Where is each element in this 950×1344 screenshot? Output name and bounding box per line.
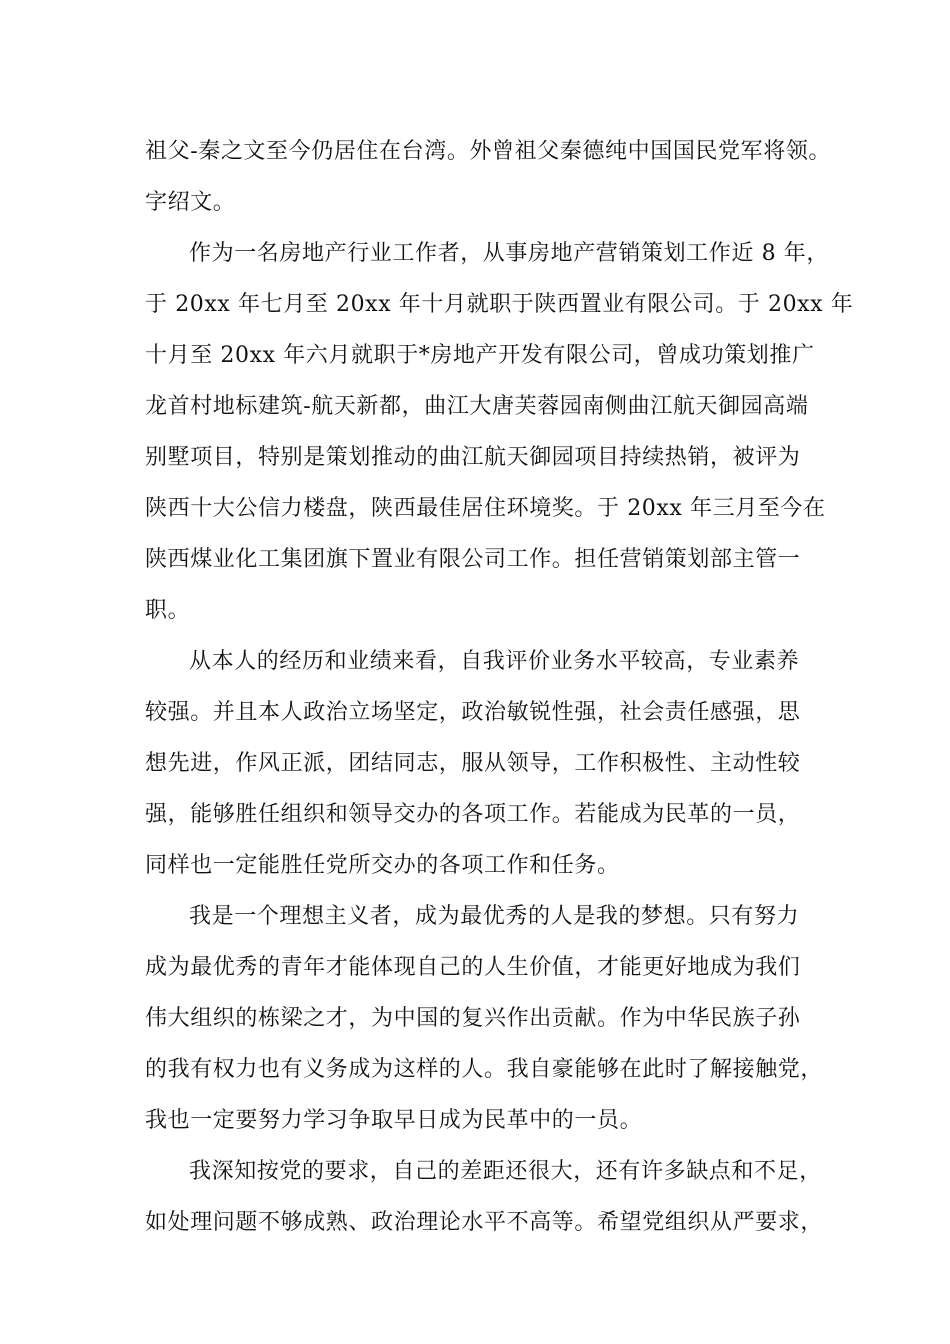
text-line: 作为一名房地产行业工作者，从事房地产营销策划工作近 8 年， — [189, 241, 829, 266]
text-line: 十月至 20xx 年六月就职于*房地产开发有限公司，曾成功策划推广 — [145, 343, 815, 368]
text-line: 强，能够胜任组织和领导交办的各项工作。若能成为民革的一员， — [145, 802, 801, 827]
text-line: 于 20xx 年七月至 20xx 年十月就职于陕西置业有限公司。于 20xx 年 — [145, 292, 854, 317]
text-line: 我是一个理想主义者，成为最优秀的人是我的梦想。只有努力 — [189, 904, 800, 929]
text-line: 同样也一定能胜任党所交办的各项工作和任务。 — [145, 853, 620, 878]
text-line: 陕西十大公信力楼盘，陕西最佳居住环境奖。于 20xx 年三月至今在 — [145, 496, 826, 521]
text-line: 我也一定要努力学习争取早日成为民革中的一员。 — [145, 1108, 643, 1133]
text-line: 职。 — [145, 598, 191, 623]
text-line: 从本人的经历和业绩来看，自我评价业务水平较高，专业素养 — [189, 649, 800, 674]
text-line: 我深知按党的要求，自己的差距还很大，还有许多缺点和不足， — [189, 1159, 822, 1184]
text-line: 祖父-秦之文至今仍居住在台湾。外曾祖父秦德纯中国国民党军将领。 — [145, 139, 832, 164]
text-line: 成为最优秀的青年才能体现自己的人生价值，才能更好地成为我们 — [145, 955, 801, 980]
text-line: 别墅项目，特别是策划推动的曲江航天御园项目持续热销，被评为 — [145, 445, 801, 470]
text-line: 龙首村地标建筑-航天新都，曲江大唐芙蓉园南侧曲江航天御园高端 — [145, 394, 809, 419]
text-line: 想先进，作风正派，团结同志，服从领导，工作积极性、主动性较 — [145, 751, 801, 776]
text-line: 的我有权力也有义务成为这样的人。我自豪能够在此时了解接触党， — [145, 1057, 824, 1082]
text-line: 如处理问题不够成熟、政治理论水平不高等。希望党组织从严要求， — [145, 1210, 824, 1235]
document-body — [145, 126, 854, 1248]
text-line: 字绍文。 — [145, 190, 236, 215]
text-line: 伟大组织的栋梁之才，为中国的复兴作出贡献。作为中华民族子孙 — [145, 1006, 801, 1031]
text-line: 陕西煤业化工集团旗下置业有限公司工作。担任营销策划部主管一 — [145, 547, 801, 572]
text-line: 较强。并且本人政治立场坚定，政治敏锐性强，社会责任感强，思 — [145, 700, 801, 725]
